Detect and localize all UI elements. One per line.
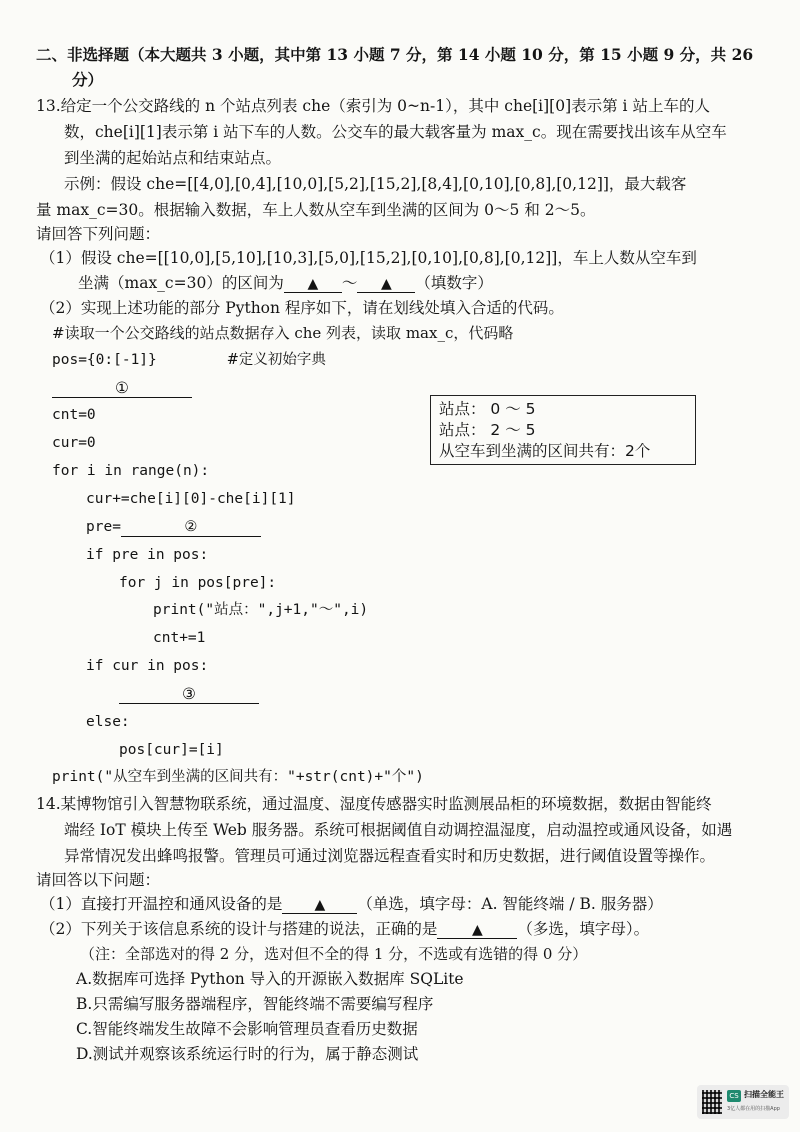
q13-answer-blank-end[interactable] — [357, 272, 415, 293]
code-comment: #读取一个公交路线的站点数据存入 che 列表，读取 max_c，代码略 — [52, 324, 514, 342]
output-line: 站点： 2 ～ 5 — [439, 421, 536, 439]
section-title-line1: 二、非选择题（本大题共 3 小题，其中第 13 小题 7 分，第 14 小题 10 分，第 15 小题 9 分，共 26 — [36, 45, 754, 64]
q13-sub1-line1: （1）假设 che=[[10,0],[5,10],[10,3],[5,0],[15,2],[0,10],[0,8],[0,12]]，车上人数从空车到 — [40, 249, 697, 267]
watermark-subtitle: 3亿人都在用的扫描App — [727, 1106, 780, 1112]
q13-example-line: 量 max_c=30。根据输入数据，车上人数从空车到坐满的区间为 0～5 和 2～5。 — [36, 201, 596, 219]
code-cur-init: cur=0 — [52, 435, 96, 451]
triangle-icon: ▲ — [307, 276, 319, 292]
watermark-name: 扫描全能王 — [744, 1090, 784, 1099]
qr-code-icon — [702, 1090, 722, 1114]
code-blank-2[interactable] — [121, 516, 261, 537]
code-final-print: print("从空车到坐满的区间共有："+str(cnt)+"个") — [52, 769, 424, 785]
q14-stem-line: 端经 IoT 模块上传至 Web 服务器。系统可根据阈值自动调控温湿度，启动温控或通风设备，如遇 — [64, 821, 733, 839]
q13-stem-line: 到坐满的起始站点和结束站点。 — [64, 149, 282, 167]
scanner-watermark — [697, 1085, 789, 1119]
output-line: 站点： 0 ～ 5 — [439, 400, 536, 418]
q14-option-a: A.数据库可选择 Python 导入的开源嵌入数据库 SQLite — [76, 970, 464, 988]
q13-example-line: 示例：假设 che=[[4,0],[0,4],[10,0],[5,2],[15,2],[8,4],[0,10],[0,8],[0,12]]，最大载客 — [64, 175, 687, 193]
q14-sub2: （2）下列关于该信息系统的设计与搭建的说法，正确的是 ▲ （多选，填字母）。 — [40, 920, 650, 938]
code-for-j: for j in pos[pre]: — [119, 575, 277, 591]
q13-sub1-line2 — [78, 272, 493, 294]
q14-sub2-answer-blank[interactable] — [437, 918, 517, 939]
code-blank-3[interactable] — [119, 683, 259, 705]
q14-option-d: D.测试并观察该系统运行时的行为，属于静态测试 — [76, 1045, 419, 1063]
q13-range-separator: ～ — [341, 274, 358, 292]
code-for-i: for i in range(n): — [52, 463, 210, 479]
output-line: 从空车到坐满的区间共有：2个 — [439, 442, 651, 460]
q13-sub1-text: 坐满（max_c=30）的区间为 — [78, 274, 284, 292]
code-cnt-init: cnt=0 — [52, 407, 96, 423]
code-else: else: — [86, 714, 130, 730]
blank-number-2: ② — [184, 519, 198, 535]
code-cnt-inc: cnt+=1 — [153, 630, 206, 646]
program-output-box — [430, 395, 696, 465]
q13-instruction: 请回答下列问题： — [36, 225, 161, 243]
blank-number-3: ③ — [182, 685, 196, 703]
code-pos-assign: pos[cur]=[i] — [119, 742, 224, 758]
q14-stem-line: 异常情况发出蜂鸣报警。管理员可通过浏览器远程查看实时和历史数据，进行阈值设置等操作。 — [64, 847, 716, 865]
code-cur-update: cur+=che[i][0]-che[i][1] — [86, 491, 296, 507]
q13-stem-line: 数，che[i][1]表示第 i 站下车的人数。公交车的最大载客量为 max_c。现在需要找出该车从空车 — [64, 123, 727, 141]
cs-logo-icon: CS — [727, 1090, 741, 1102]
blank-number-1: ① — [115, 379, 129, 397]
triangle-icon: ▲ — [380, 276, 392, 292]
code-pre-line: pre= ② — [86, 516, 261, 538]
q13-answer-blank-start[interactable] — [284, 272, 342, 293]
q14-option-c: C.智能终端发生故障不会影响管理员查看历史数据 — [76, 1020, 418, 1038]
q14-option-b: B.只需编写服务器端程序，智能终端不需要编写程序 — [76, 995, 434, 1013]
section-title-line2: 分） — [72, 70, 104, 89]
q13-stem-line: 13.给定一个公交路线的 n 个站点列表 che（索引为 0~n-1），其中 che[i][0]表示第 i 站上车的人 — [36, 97, 710, 115]
code-if-cur: if cur in pos: — [86, 658, 209, 674]
code-pos-comment: #定义初始字典 — [226, 352, 326, 368]
q14-scoring-note: （注：全部选对的得 2 分，选对但不全的得 1 分，不选或有选错的得 0 分） — [80, 945, 588, 963]
q13-sub1-hint: （填数字） — [415, 274, 493, 292]
q14-instruction: 请回答以下问题： — [36, 871, 161, 889]
code-blank-1[interactable] — [52, 377, 192, 399]
q13-sub2: （2）实现上述功能的部分 Python 程序如下，请在划线处填入合适的代码。 — [40, 299, 564, 317]
q14-sub1-answer-blank[interactable] — [282, 893, 357, 914]
triangle-icon: ▲ — [471, 922, 483, 938]
q14-stem-line: 14.某博物馆引入智慧物联系统，通过温度、湿度传感器实时监测展品柜的环境数据，数据由智能终 — [36, 795, 712, 813]
code-print-station: print("站点：",j+1,"～",i) — [153, 602, 369, 618]
code-pos-init: pos={0:[-1]} #定义初始字典 — [52, 352, 326, 368]
triangle-icon: ▲ — [314, 897, 326, 913]
code-if-pre: if pre in pos: — [86, 547, 209, 563]
q14-sub1: （1）直接打开温控和通风设备的是 ▲ （单选，填字母：A. 智能终端 / B. 服务器） — [40, 895, 663, 913]
